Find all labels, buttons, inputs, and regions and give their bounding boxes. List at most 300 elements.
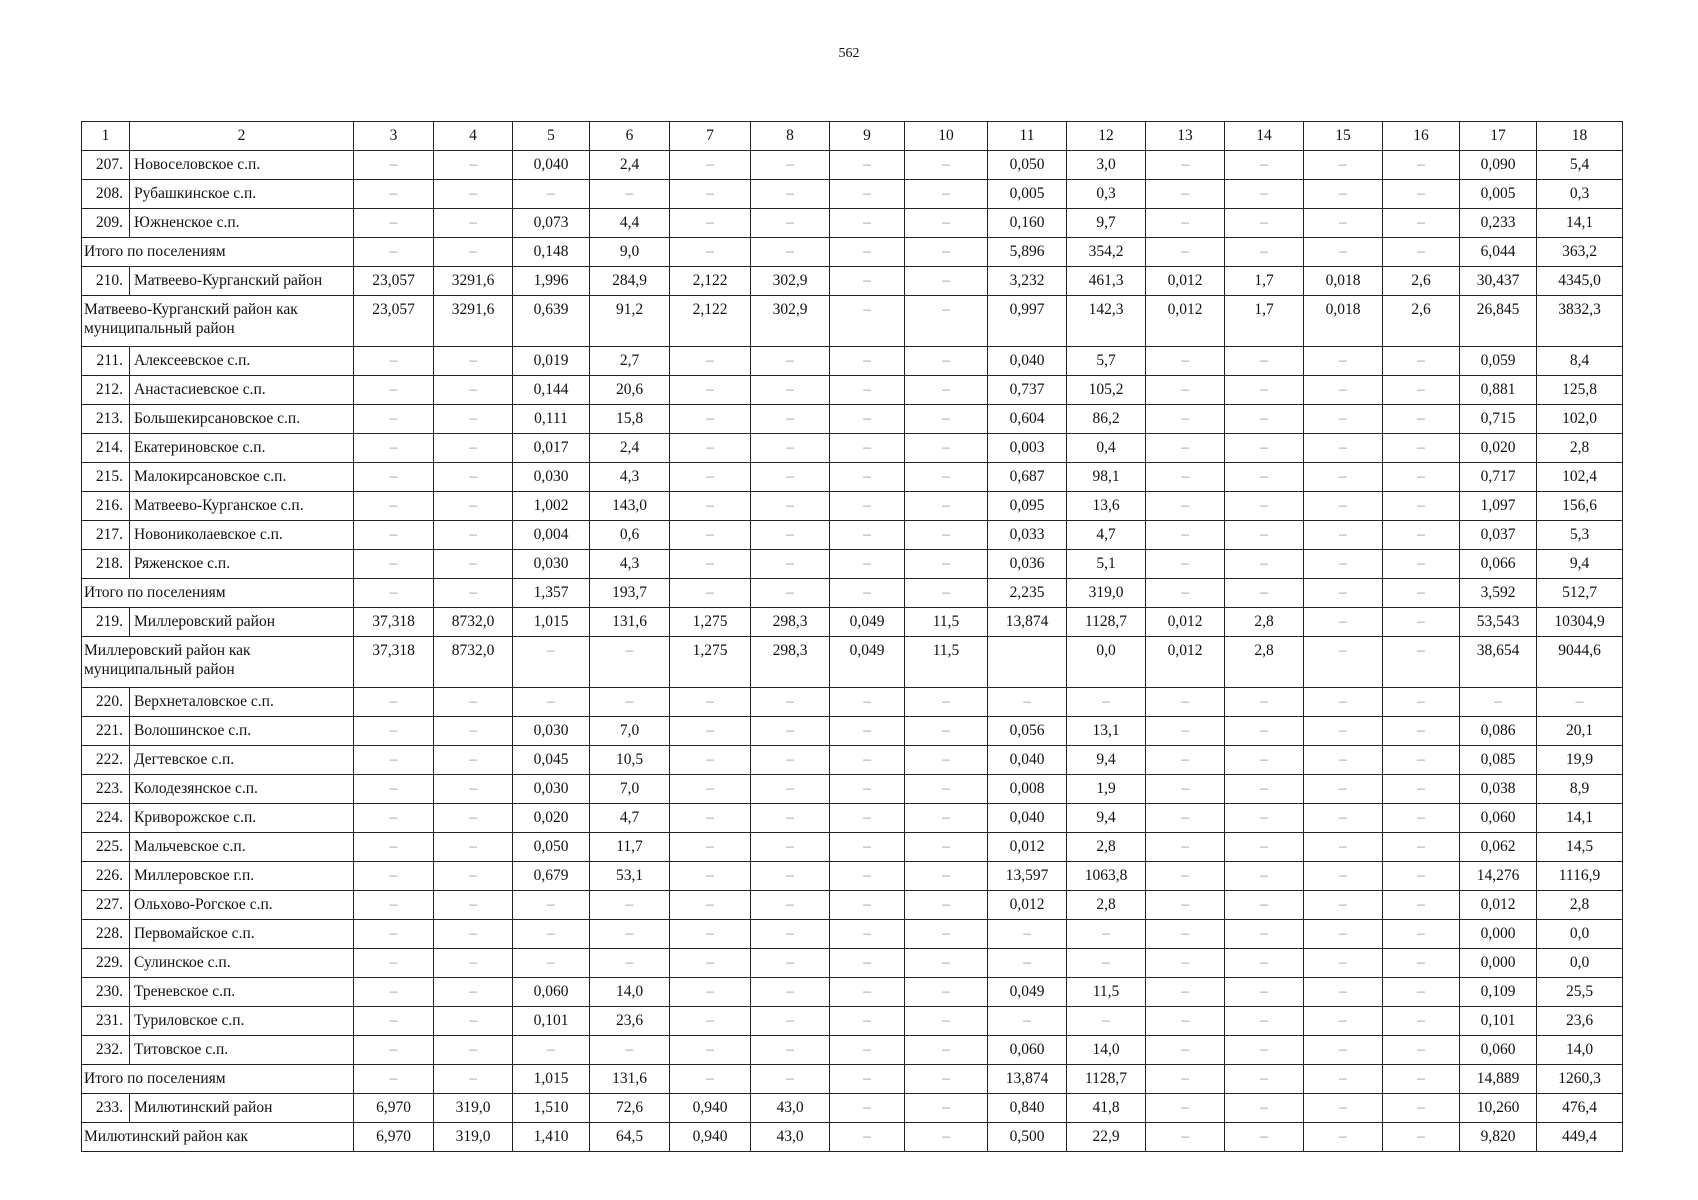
table-cell: –	[1225, 1123, 1304, 1152]
row-label: Матвеево-Курганский район как муниципальный район	[82, 296, 354, 347]
table-cell: –	[1225, 550, 1304, 579]
table-cell: –	[434, 376, 513, 405]
table-cell: –	[354, 463, 434, 492]
table-cell: 43,0	[751, 1094, 830, 1123]
table-cell: –	[905, 492, 988, 521]
table-cell: –	[1383, 1065, 1460, 1094]
table-cell: –	[1225, 463, 1304, 492]
table-cell: –	[1225, 920, 1304, 949]
row-number: 226.	[82, 862, 130, 891]
settlement-name: Волошинское с.п.	[130, 717, 354, 746]
table-cell: –	[354, 1007, 434, 1036]
table-row	[82, 1007, 1623, 1036]
table-cell: 0,0	[1537, 920, 1623, 949]
table-row	[82, 804, 1623, 833]
row-number: 216.	[82, 492, 130, 521]
settlement-name: Ряженское с.п.	[130, 550, 354, 579]
table-cell: 1260,3	[1537, 1065, 1623, 1094]
table-cell: –	[1304, 1094, 1383, 1123]
table-cell: –	[830, 521, 905, 550]
table-cell: –	[354, 920, 434, 949]
table-cell: 0,062	[1460, 833, 1537, 862]
table-cell: 9,0	[590, 238, 670, 267]
table-cell: 3,232	[988, 267, 1067, 296]
table-cell: 5,3	[1537, 521, 1623, 550]
table-cell: –	[434, 949, 513, 978]
table-cell: –	[1225, 434, 1304, 463]
row-number: 233.	[82, 1094, 130, 1123]
table-cell: –	[670, 550, 751, 579]
row-number: 212.	[82, 376, 130, 405]
column-header: 5	[513, 122, 590, 151]
table-cell: –	[670, 434, 751, 463]
table-cell: 10,5	[590, 746, 670, 775]
table-cell: 13,6	[1067, 492, 1146, 521]
table-cell: 131,6	[590, 608, 670, 637]
table-cell: 0,6	[590, 521, 670, 550]
table-cell: 1128,7	[1067, 608, 1146, 637]
table-cell: 0,144	[513, 376, 590, 405]
settlement-name: Милютинский район	[130, 1094, 354, 1123]
table-cell: 5,4	[1537, 151, 1623, 180]
row-label: Милютинский район как	[82, 1123, 354, 1152]
table-cell: –	[1383, 151, 1460, 180]
table-cell: –	[751, 775, 830, 804]
settlement-name: Миллеровское г.п.	[130, 862, 354, 891]
row-number: 219.	[82, 608, 130, 637]
table-cell: 15,8	[590, 405, 670, 434]
table-cell: –	[1304, 775, 1383, 804]
table-cell: –	[1383, 209, 1460, 238]
table-cell: –	[1146, 804, 1225, 833]
table-cell: –	[1304, 209, 1383, 238]
table-cell: –	[1304, 862, 1383, 891]
table-cell: 13,874	[988, 1065, 1067, 1094]
table-cell: –	[830, 688, 905, 717]
table-cell: 0,056	[988, 717, 1067, 746]
table-cell: –	[830, 746, 905, 775]
table-cell: –	[751, 804, 830, 833]
table-cell: –	[751, 717, 830, 746]
row-number: 214.	[82, 434, 130, 463]
table-cell: –	[354, 775, 434, 804]
table-cell: –	[1225, 891, 1304, 920]
table-cell: –	[670, 463, 751, 492]
table-cell: 2,4	[590, 434, 670, 463]
table-cell: 8732,0	[434, 608, 513, 637]
table-cell: 2,8	[1225, 608, 1304, 637]
table-cell: –	[751, 238, 830, 267]
table-cell: 0,881	[1460, 376, 1537, 405]
table-cell: –	[830, 1065, 905, 1094]
table-cell: 0,604	[988, 405, 1067, 434]
table-cell: 0,004	[513, 521, 590, 550]
table-cell: –	[434, 717, 513, 746]
table-cell: –	[434, 180, 513, 209]
table-cell: 449,4	[1537, 1123, 1623, 1152]
table-cell: –	[1146, 209, 1225, 238]
table-cell: 0,095	[988, 492, 1067, 521]
table-cell: –	[1146, 978, 1225, 1007]
table-cell: 20,1	[1537, 717, 1623, 746]
table-cell: 0,012	[988, 833, 1067, 862]
table-cell: 8732,0	[434, 637, 513, 688]
table-cell: –	[1383, 978, 1460, 1007]
table-cell: –	[905, 746, 988, 775]
table-cell: –	[905, 920, 988, 949]
table-cell: 0,059	[1460, 347, 1537, 376]
table-cell: 14,1	[1537, 804, 1623, 833]
table-cell: 1063,8	[1067, 862, 1146, 891]
row-number: 208.	[82, 180, 130, 209]
table-cell: –	[1146, 833, 1225, 862]
table-cell: 8,4	[1537, 347, 1623, 376]
table-row	[82, 891, 1623, 920]
table-row	[82, 920, 1623, 949]
table-cell: –	[1225, 209, 1304, 238]
table-row	[82, 347, 1623, 376]
table-cell: –	[1146, 1094, 1225, 1123]
table-cell: –	[670, 579, 751, 608]
row-number: 225.	[82, 833, 130, 862]
table-cell: –	[905, 238, 988, 267]
table-cell: –	[905, 209, 988, 238]
table-cell: –	[830, 1123, 905, 1152]
table-cell: 11,5	[1067, 978, 1146, 1007]
table-cell: –	[905, 978, 988, 1007]
table-cell: –	[830, 376, 905, 405]
table-cell: –	[751, 746, 830, 775]
table-cell: –	[905, 949, 988, 978]
table-cell: –	[1383, 579, 1460, 608]
table-cell: –	[354, 688, 434, 717]
table-cell: 0,037	[1460, 521, 1537, 550]
table-cell: –	[905, 833, 988, 862]
table-cell: 2,6	[1383, 267, 1460, 296]
table-cell: –	[354, 550, 434, 579]
table-cell: –	[905, 688, 988, 717]
table-cell: –	[830, 296, 905, 347]
table-cell: 3,0	[1067, 151, 1146, 180]
table-cell: 1,015	[513, 608, 590, 637]
table-cell: 4,3	[590, 463, 670, 492]
table-cell: –	[1383, 717, 1460, 746]
table-cell: –	[1537, 688, 1623, 717]
table-cell: 53,543	[1460, 608, 1537, 637]
table-cell: 102,0	[1537, 405, 1623, 434]
table-cell: –	[1225, 804, 1304, 833]
settlement-name: Алексеевское с.п.	[130, 347, 354, 376]
table-cell: –	[1146, 862, 1225, 891]
table-cell: 9,4	[1067, 804, 1146, 833]
table-cell: –	[1146, 1007, 1225, 1036]
table-cell: –	[1146, 1123, 1225, 1152]
table-row	[82, 180, 1623, 209]
table-cell: –	[905, 151, 988, 180]
table-cell: 0,840	[988, 1094, 1067, 1123]
table-cell: –	[670, 521, 751, 550]
table-cell: –	[670, 920, 751, 949]
table-cell: 0,3	[1067, 180, 1146, 209]
table-cell: 11,5	[905, 637, 988, 688]
table-cell: –	[1146, 1036, 1225, 1065]
table-cell: –	[830, 717, 905, 746]
table-cell: –	[751, 579, 830, 608]
table-cell: 1,357	[513, 579, 590, 608]
table-row	[82, 151, 1623, 180]
table-cell: –	[751, 1007, 830, 1036]
table-cell: 3,592	[1460, 579, 1537, 608]
table-cell: 156,6	[1537, 492, 1623, 521]
table-cell: –	[1304, 405, 1383, 434]
settlement-name: Мальчевское с.п.	[130, 833, 354, 862]
settlement-name: Сулинское с.п.	[130, 949, 354, 978]
row-number: 231.	[82, 1007, 130, 1036]
header-row	[82, 122, 1623, 151]
table-cell: 0,033	[988, 521, 1067, 550]
table-cell: –	[830, 347, 905, 376]
table-cell: –	[1383, 1094, 1460, 1123]
table-cell: 2,6	[1383, 296, 1460, 347]
table-cell: 2,8	[1067, 833, 1146, 862]
table-cell: –	[513, 637, 590, 688]
table-cell: –	[434, 920, 513, 949]
row-number: 209.	[82, 209, 130, 238]
table-cell: 0,073	[513, 209, 590, 238]
table-cell: 0,036	[988, 550, 1067, 579]
table-cell: –	[1383, 492, 1460, 521]
table-cell: –	[1067, 1007, 1146, 1036]
table-row	[82, 492, 1623, 521]
table-row	[82, 267, 1623, 296]
table-cell: 0,008	[988, 775, 1067, 804]
table-cell: –	[751, 1065, 830, 1094]
table-cell: 0,4	[1067, 434, 1146, 463]
table-cell: 6,044	[1460, 238, 1537, 267]
data-table-container	[81, 121, 1623, 1152]
table-cell: –	[751, 347, 830, 376]
table-cell: 11,5	[905, 608, 988, 637]
settlement-name: Миллеровский район	[130, 608, 354, 637]
table-cell: –	[670, 949, 751, 978]
table-cell: –	[670, 405, 751, 434]
table-cell: –	[1383, 180, 1460, 209]
table-cell: –	[905, 579, 988, 608]
table-cell: 0,049	[830, 637, 905, 688]
table-cell: 0,049	[830, 608, 905, 637]
settlement-name: Первомайское с.п.	[130, 920, 354, 949]
column-header: 10	[905, 122, 988, 151]
row-number: 220.	[82, 688, 130, 717]
table-cell: 1,275	[670, 637, 751, 688]
table-cell: –	[1304, 891, 1383, 920]
column-header: 4	[434, 122, 513, 151]
table-cell: –	[1146, 434, 1225, 463]
table-cell: –	[988, 1007, 1067, 1036]
table-cell: –	[751, 920, 830, 949]
table-cell: –	[670, 833, 751, 862]
table-cell: –	[905, 1036, 988, 1065]
table-cell: 0,060	[1460, 804, 1537, 833]
table-cell: –	[670, 209, 751, 238]
table-cell: –	[670, 978, 751, 1007]
table-cell: 23,057	[354, 267, 434, 296]
table-cell: –	[1146, 717, 1225, 746]
table-cell: –	[1225, 405, 1304, 434]
row-number: 207.	[82, 151, 130, 180]
table-cell: –	[1304, 920, 1383, 949]
table-cell: –	[1383, 521, 1460, 550]
table-cell: –	[1383, 550, 1460, 579]
table-cell: 3291,6	[434, 267, 513, 296]
table-cell: 0,018	[1304, 267, 1383, 296]
table-cell: –	[1383, 608, 1460, 637]
table-cell: –	[830, 492, 905, 521]
table-cell: –	[751, 209, 830, 238]
table-cell: –	[590, 637, 670, 688]
table-cell: 10304,9	[1537, 608, 1623, 637]
table-cell: 14,5	[1537, 833, 1623, 862]
table-cell: 319,0	[434, 1123, 513, 1152]
table-cell: –	[670, 347, 751, 376]
table-cell: 0,737	[988, 376, 1067, 405]
table-cell: –	[751, 862, 830, 891]
settlement-name: Южненское с.п.	[130, 209, 354, 238]
table-cell: 0,019	[513, 347, 590, 376]
table-cell: 319,0	[434, 1094, 513, 1123]
table-cell: 0,012	[1146, 267, 1225, 296]
table-cell: –	[905, 180, 988, 209]
table-cell: –	[1383, 1036, 1460, 1065]
table-cell: –	[1383, 833, 1460, 862]
row-number: 223.	[82, 775, 130, 804]
row-number: 217.	[82, 521, 130, 550]
table-cell: –	[1304, 238, 1383, 267]
table-cell: –	[1225, 949, 1304, 978]
table-cell: 10,260	[1460, 1094, 1537, 1123]
table-cell: 0,0	[1067, 637, 1146, 688]
table-cell: –	[905, 267, 988, 296]
table-cell: 1,7	[1225, 267, 1304, 296]
table-cell: –	[1304, 1007, 1383, 1036]
table-cell: –	[1304, 746, 1383, 775]
table-cell: –	[905, 376, 988, 405]
table-row	[82, 521, 1623, 550]
table-cell: –	[830, 1007, 905, 1036]
table-cell: –	[1460, 688, 1537, 717]
table-cell: 0,066	[1460, 550, 1537, 579]
table-cell: –	[1225, 521, 1304, 550]
table-cell: –	[830, 550, 905, 579]
table-cell: –	[1383, 463, 1460, 492]
table-cell: –	[1225, 1007, 1304, 1036]
table-row	[82, 688, 1623, 717]
table-cell: 0,109	[1460, 978, 1537, 1007]
table-cell: –	[670, 1036, 751, 1065]
column-header: 9	[830, 122, 905, 151]
table-cell: –	[1383, 637, 1460, 688]
table-cell: –	[1383, 862, 1460, 891]
table-cell: 1,7	[1225, 296, 1304, 347]
table-cell: –	[434, 1065, 513, 1094]
table-cell: –	[1146, 688, 1225, 717]
table-cell: –	[1067, 920, 1146, 949]
table-cell: 4,4	[590, 209, 670, 238]
table-cell: –	[434, 978, 513, 1007]
table-cell: –	[434, 347, 513, 376]
table-cell: 9044,6	[1537, 637, 1623, 688]
table-cell: –	[830, 267, 905, 296]
table-cell: –	[1225, 376, 1304, 405]
settlement-name: Новониколаевское с.п.	[130, 521, 354, 550]
table-cell: 0,500	[988, 1123, 1067, 1152]
table-cell: –	[1225, 1065, 1304, 1094]
table-cell: –	[1146, 920, 1225, 949]
table-cell: 302,9	[751, 296, 830, 347]
table-cell: –	[830, 978, 905, 1007]
table-cell: 284,9	[590, 267, 670, 296]
table-cell: –	[1225, 688, 1304, 717]
table-cell: –	[1146, 180, 1225, 209]
table-cell: –	[354, 833, 434, 862]
table-cell: –	[354, 978, 434, 1007]
table-cell: –	[590, 891, 670, 920]
table-cell: –	[513, 688, 590, 717]
table-cell: 1,410	[513, 1123, 590, 1152]
table-cell: –	[354, 180, 434, 209]
table-cell: –	[1304, 376, 1383, 405]
table-row	[82, 463, 1623, 492]
table-cell: –	[751, 978, 830, 1007]
table-cell: –	[1225, 1036, 1304, 1065]
table-cell: 9,7	[1067, 209, 1146, 238]
table-cell: –	[1146, 746, 1225, 775]
table-row	[82, 209, 1623, 238]
table-cell: 0,687	[988, 463, 1067, 492]
table-cell: 298,3	[751, 637, 830, 688]
table-cell: 8,9	[1537, 775, 1623, 804]
table-cell: –	[905, 521, 988, 550]
table-cell: 41,8	[1067, 1094, 1146, 1123]
table-cell: –	[1146, 775, 1225, 804]
row-number: 222.	[82, 746, 130, 775]
table-cell: –	[830, 891, 905, 920]
table-cell: –	[1225, 775, 1304, 804]
table-cell: –	[1225, 717, 1304, 746]
table-cell: 91,2	[590, 296, 670, 347]
table-cell: –	[1383, 405, 1460, 434]
row-number: 215.	[82, 463, 130, 492]
table-cell: 0,940	[670, 1094, 751, 1123]
table-cell: 0,101	[1460, 1007, 1537, 1036]
table-cell: –	[1225, 1094, 1304, 1123]
table-cell: –	[1383, 434, 1460, 463]
table-cell: –	[905, 717, 988, 746]
table-cell: –	[590, 1036, 670, 1065]
table-cell: –	[590, 920, 670, 949]
table-cell: 512,7	[1537, 579, 1623, 608]
table-cell: 0,000	[1460, 949, 1537, 978]
table-cell: –	[434, 688, 513, 717]
table-cell: 13,874	[988, 608, 1067, 637]
row-label: Итого по поселениям	[82, 1065, 354, 1094]
table-cell: 9,4	[1537, 550, 1623, 579]
table-cell: 1,996	[513, 267, 590, 296]
table-row	[82, 376, 1623, 405]
table-cell: –	[670, 775, 751, 804]
table-cell: –	[354, 151, 434, 180]
row-number: 228.	[82, 920, 130, 949]
